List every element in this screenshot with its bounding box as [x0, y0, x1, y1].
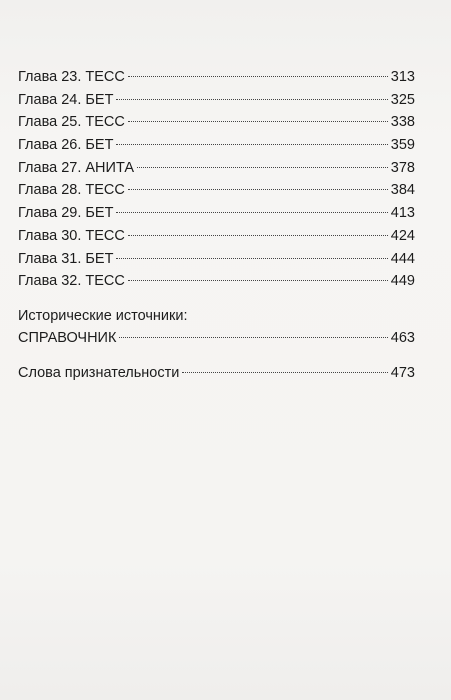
toc-entry-page: 338 — [390, 114, 415, 131]
toc-entry-page: 413 — [390, 205, 415, 222]
dot-leader — [116, 144, 387, 145]
toc-entry — [18, 89, 415, 112]
toc-entry-page: 359 — [390, 137, 415, 154]
toc-entry — [18, 270, 415, 293]
toc-entry-page: 463 — [390, 329, 415, 346]
dot-leader — [128, 280, 388, 281]
table-of-contents — [18, 66, 415, 384]
toc-entry — [18, 157, 415, 180]
toc-sources-heading: Исторические источники: — [18, 307, 188, 324]
toc-entry-page: 325 — [390, 91, 415, 108]
toc-entry-title: Глава 28. ТЕСС — [18, 182, 125, 199]
dot-leader — [137, 167, 388, 168]
toc-entry — [18, 134, 415, 157]
toc-entry — [18, 248, 415, 271]
spacer — [18, 350, 415, 362]
dot-leader — [128, 235, 388, 236]
toc-entry-page: 473 — [390, 364, 415, 381]
toc-entry-title: Глава 32. ТЕСС — [18, 273, 125, 290]
toc-entry-title: Глава 27. АНИТА — [18, 159, 134, 176]
dot-leader — [116, 212, 387, 213]
dot-leader — [116, 99, 387, 100]
toc-entry-title: СПРАВОЧНИК — [18, 329, 117, 346]
dot-leader — [116, 258, 387, 259]
dot-leader — [182, 372, 387, 373]
dot-leader — [128, 76, 388, 77]
dot-leader — [128, 189, 388, 190]
dot-leader — [119, 337, 387, 338]
toc-entry-title: Глава 29. БЕТ — [18, 205, 114, 222]
toc-entry — [18, 225, 415, 248]
toc-entry-page: 384 — [390, 182, 415, 199]
toc-entry-page: 313 — [390, 69, 415, 85]
toc-entry — [18, 179, 415, 202]
toc-entry-page: 424 — [390, 227, 415, 244]
toc-entry-thanks — [18, 362, 415, 385]
toc-entry-title: Глава 25. ТЕСС — [18, 114, 125, 131]
toc-entry-title: Глава 23. ТЕСС — [18, 69, 125, 85]
toc-entry-page: 444 — [390, 250, 415, 267]
toc-entry-title: Глава 31. БЕТ — [18, 250, 114, 267]
toc-entry-sources — [18, 327, 415, 350]
toc-entry-title: Глава 30. ТЕСС — [18, 227, 125, 244]
toc-entry-title: Глава 24. БЕТ — [18, 91, 114, 108]
toc-entry-title: Слова признательности — [18, 364, 180, 381]
toc-entry — [18, 66, 415, 89]
toc-entry-title: Глава 26. БЕТ — [18, 137, 114, 154]
toc-entry — [18, 111, 415, 134]
dot-leader — [128, 121, 388, 122]
toc-entry-page: 449 — [390, 273, 415, 290]
toc-entry — [18, 202, 415, 225]
spacer — [18, 293, 415, 305]
toc-entry-page: 378 — [390, 159, 415, 176]
